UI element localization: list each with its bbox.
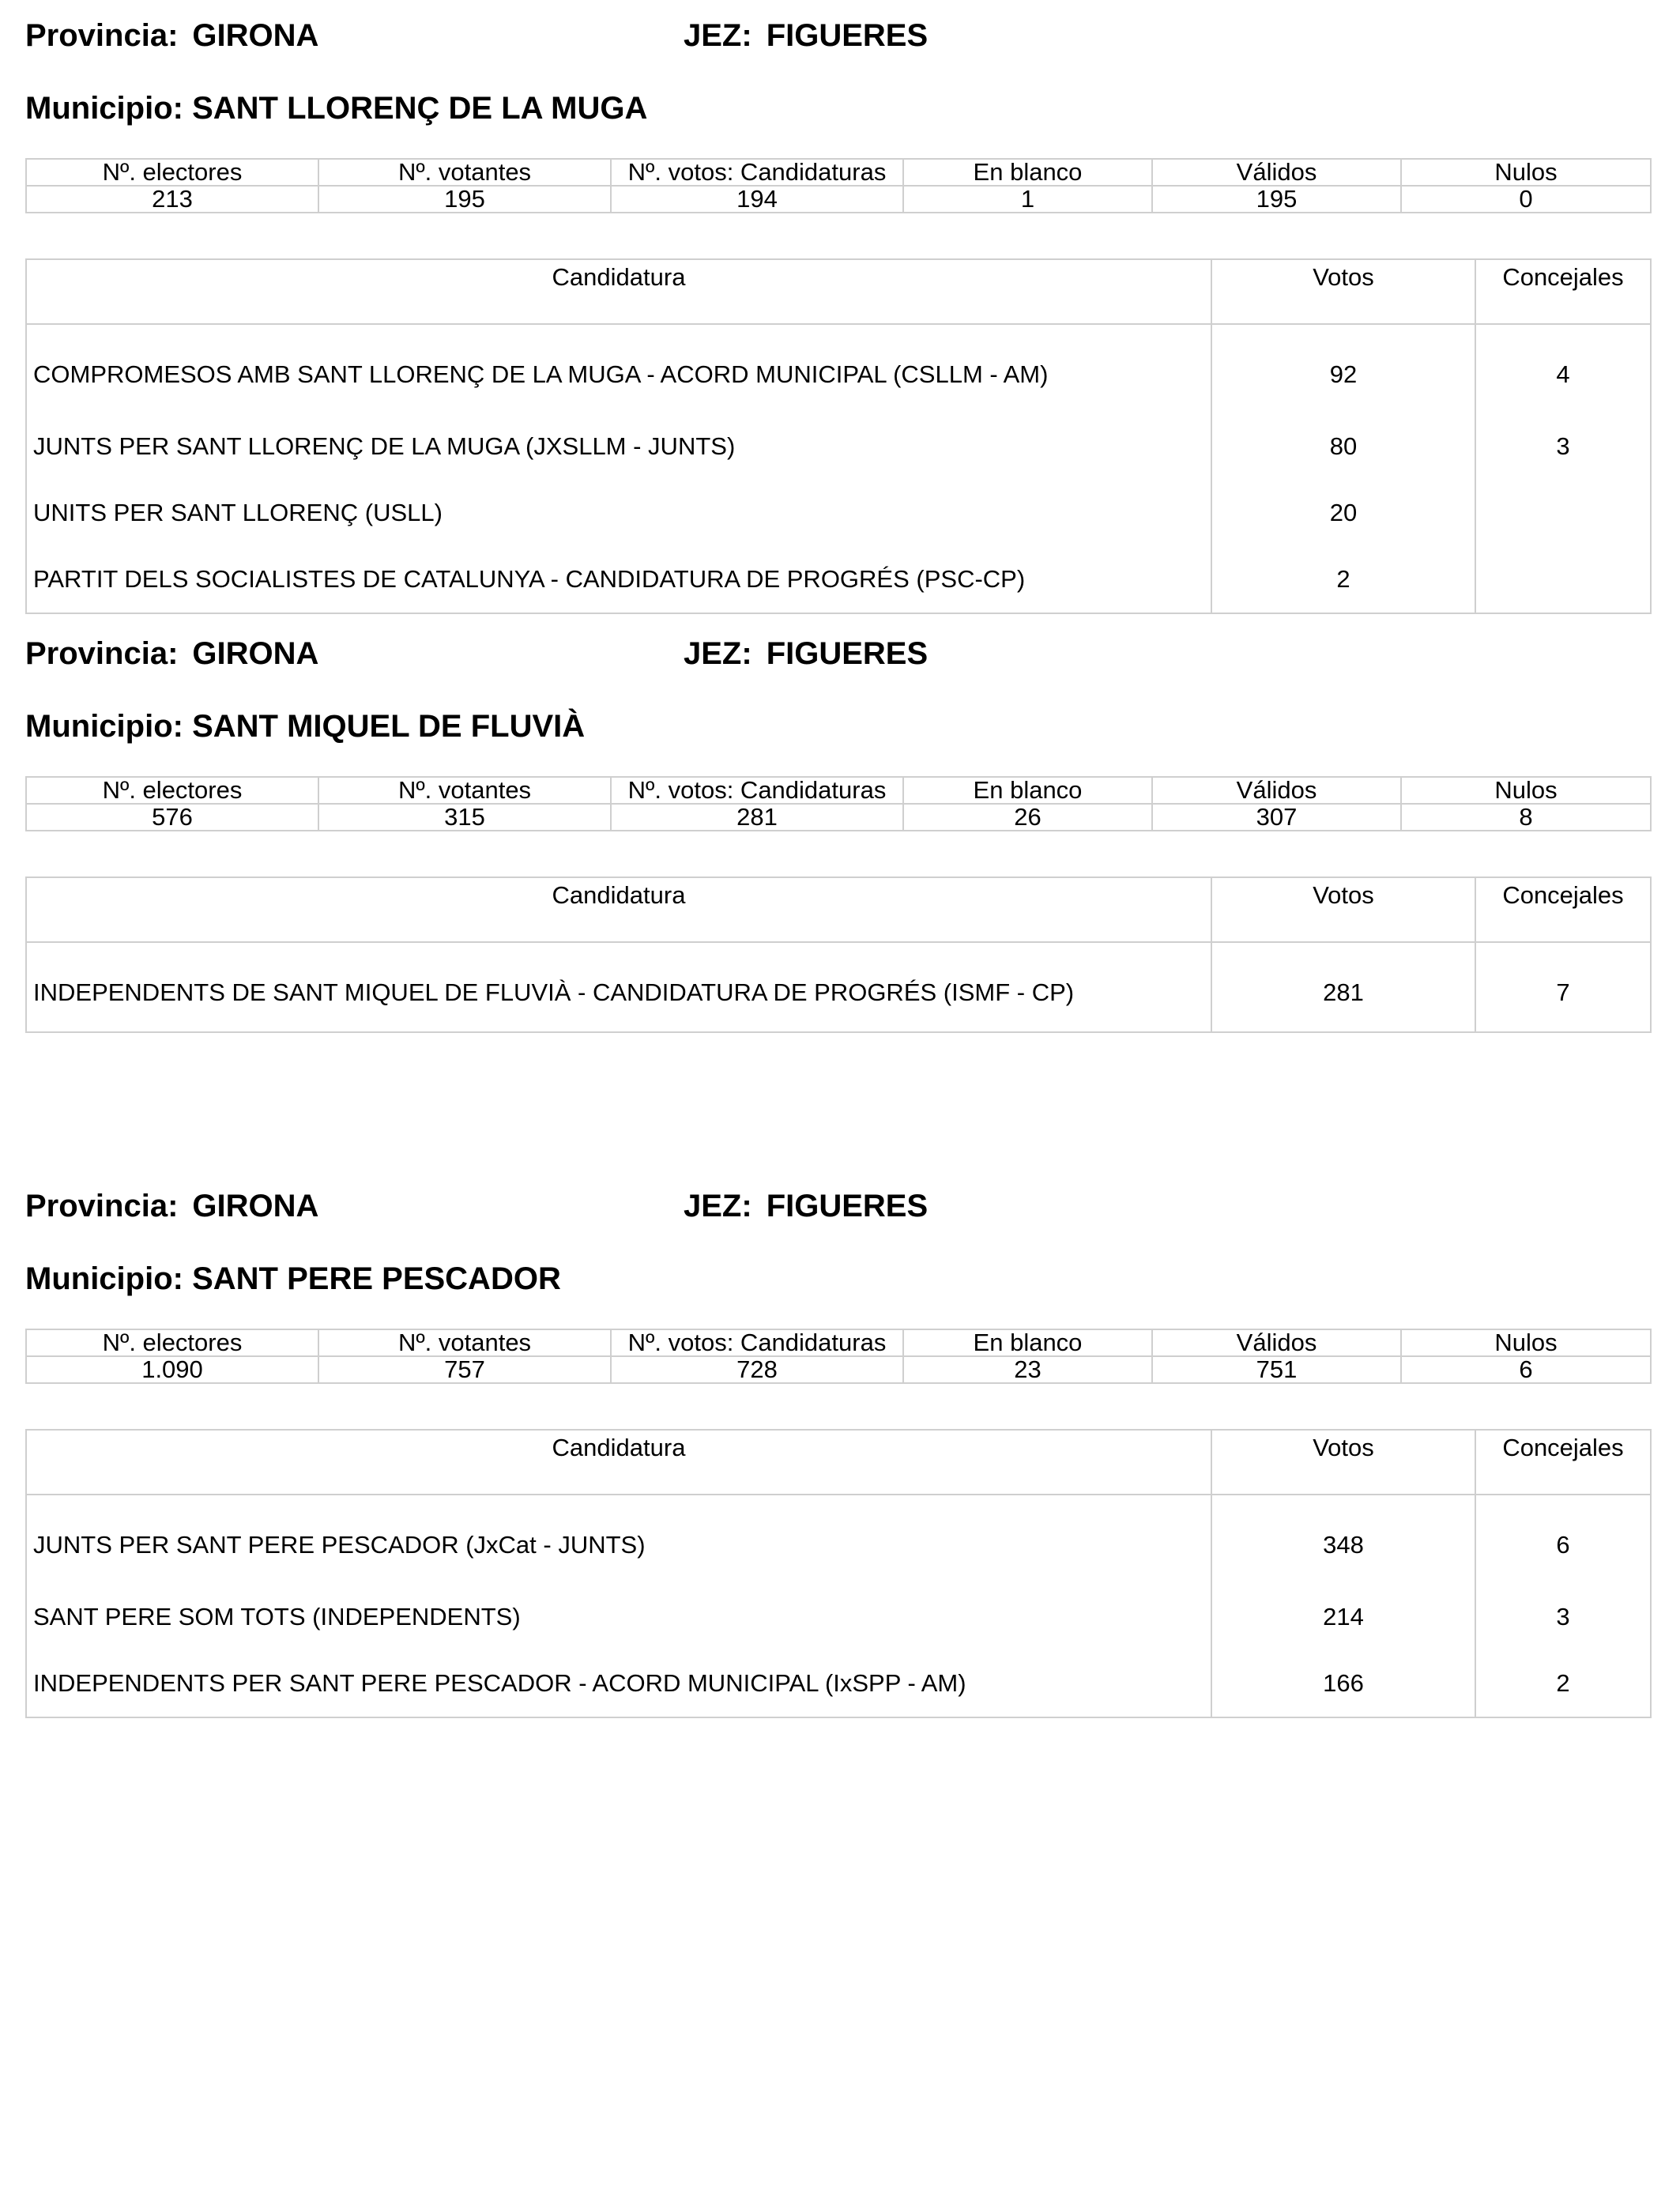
stats-nulos: 0: [1401, 186, 1651, 213]
jez-label: JEZ:: [684, 18, 752, 53]
stats-table: [25, 776, 1652, 831]
stats-validos: 307: [1152, 804, 1401, 831]
stats-en-blanco: 1: [903, 186, 1152, 213]
table-row: [26, 1584, 1651, 1650]
stats-votos-candidaturas: 728: [611, 1356, 903, 1383]
stats-header-votos-candidaturas: Nº. votos: Candidaturas: [611, 1329, 903, 1356]
stats-header-row: [26, 159, 1651, 186]
jez-label: JEZ:: [684, 1189, 752, 1223]
provincia-heading: [25, 1186, 318, 1226]
stats-value-row: [26, 804, 1651, 831]
jez-heading: [684, 634, 928, 673]
candidaturas-table: [25, 258, 1652, 614]
provincia-heading: [25, 16, 318, 55]
cand-name: JUNTS PER SANT PERE PESCADOR (JxCat - JUNTS): [26, 1495, 1211, 1584]
stats-header-electores: Nº. electores: [26, 777, 318, 804]
cand-concejales: 3: [1475, 1584, 1651, 1650]
cand-header-row: [26, 259, 1651, 324]
municipio-value: SANT MIQUEL DE FLUVIÀ: [192, 709, 586, 744]
cand-votos: 80: [1211, 413, 1475, 480]
provincia-label: Provincia:: [25, 636, 179, 671]
cand-concejales: 2: [1475, 1650, 1651, 1717]
stats-electores: 576: [26, 804, 318, 831]
table-row: [26, 480, 1651, 546]
cand-header-candidatura: Candidatura: [26, 259, 1211, 324]
table-row: [26, 413, 1651, 480]
stats-value-row: [26, 186, 1651, 213]
cand-votos: 166: [1211, 1650, 1475, 1717]
stats-votantes: 315: [318, 804, 611, 831]
stats-header-nulos: Nulos: [1401, 1329, 1651, 1356]
stats-header-nulos: Nulos: [1401, 159, 1651, 186]
stats-nulos: 8: [1401, 804, 1651, 831]
candidaturas-table: [25, 1429, 1652, 1718]
table-row: [26, 942, 1651, 1032]
stats-header-votantes: Nº. votantes: [318, 777, 611, 804]
jez-label: JEZ:: [684, 636, 752, 671]
stats-header-votos-candidaturas: Nº. votos: Candidaturas: [611, 159, 903, 186]
candidaturas-table: [25, 876, 1652, 1033]
stats-header-validos: Válidos: [1152, 159, 1401, 186]
cand-concejales: [1475, 546, 1651, 613]
stats-validos: 195: [1152, 186, 1401, 213]
stats-header-row: [26, 777, 1651, 804]
stats-header-votantes: Nº. votantes: [318, 159, 611, 186]
provincia-value: GIRONA: [192, 636, 319, 671]
table-row: [26, 1650, 1651, 1717]
cand-header-candidatura: Candidatura: [26, 1430, 1211, 1495]
cand-header-concejales: Concejales: [1475, 877, 1651, 942]
cand-header-candidatura: Candidatura: [26, 877, 1211, 942]
cand-concejales: [1475, 480, 1651, 546]
stats-votantes: 757: [318, 1356, 611, 1383]
section-header: [25, 634, 1650, 673]
stats-header-electores: Nº. electores: [26, 159, 318, 186]
stats-electores: 213: [26, 186, 318, 213]
stats-table: [25, 158, 1652, 213]
stats-header-validos: Válidos: [1152, 777, 1401, 804]
stats-header-en-blanco: En blanco: [903, 159, 1152, 186]
jez-heading: [684, 16, 928, 55]
table-row: [26, 546, 1651, 613]
cand-header-concejales: Concejales: [1475, 259, 1651, 324]
cand-votos: 281: [1211, 942, 1475, 1032]
stats-en-blanco: 23: [903, 1356, 1152, 1383]
stats-header-votantes: Nº. votantes: [318, 1329, 611, 1356]
municipio-heading: [25, 1259, 1650, 1299]
cand-votos: 2: [1211, 546, 1475, 613]
cand-name: PARTIT DELS SOCIALISTES DE CATALUNYA - CANDIDATURA DE PROGRÉS (PSC-CP): [26, 546, 1211, 613]
jez-value: FIGUERES: [766, 1189, 929, 1223]
table-row: [26, 1495, 1651, 1584]
cand-concejales: 4: [1475, 324, 1651, 413]
cand-name: UNITS PER SANT LLORENÇ (USLL): [26, 480, 1211, 546]
cand-header-votos: Votos: [1211, 259, 1475, 324]
cand-name: JUNTS PER SANT LLORENÇ DE LA MUGA (JXSLLM - JUNTS): [26, 413, 1211, 480]
stats-header-row: [26, 1329, 1651, 1356]
provincia-value: GIRONA: [192, 1189, 319, 1223]
cand-concejales: 3: [1475, 413, 1651, 480]
stats-header-votos-candidaturas: Nº. votos: Candidaturas: [611, 777, 903, 804]
stats-header-validos: Válidos: [1152, 1329, 1401, 1356]
stats-value-row: [26, 1356, 1651, 1383]
municipio-heading: [25, 89, 1650, 128]
cand-concejales: 7: [1475, 942, 1651, 1032]
stats-validos: 751: [1152, 1356, 1401, 1383]
section-header: [25, 1186, 1650, 1226]
stats-header-electores: Nº. electores: [26, 1329, 318, 1356]
cand-header-concejales: Concejales: [1475, 1430, 1651, 1495]
stats-header-nulos: Nulos: [1401, 777, 1651, 804]
stats-table: [25, 1329, 1652, 1384]
stats-en-blanco: 26: [903, 804, 1152, 831]
cand-name: INDEPENDENTS DE SANT MIQUEL DE FLUVIÀ - CANDIDATURA DE PROGRÉS (ISMF - CP): [26, 942, 1211, 1032]
provincia-label: Provincia:: [25, 1189, 179, 1223]
stats-nulos: 6: [1401, 1356, 1651, 1383]
cand-concejales: 6: [1475, 1495, 1651, 1584]
provincia-label: Provincia:: [25, 18, 179, 53]
jez-value: FIGUERES: [766, 18, 929, 53]
municipio-label: Municipio:: [25, 709, 183, 744]
municipio-value: SANT PERE PESCADOR: [192, 1261, 561, 1296]
cand-header-votos: Votos: [1211, 877, 1475, 942]
stats-electores: 1.090: [26, 1356, 318, 1383]
cand-name: INDEPENDENTS PER SANT PERE PESCADOR - ACORD MUNICIPAL (IxSPP - AM): [26, 1650, 1211, 1717]
municipio-value: SANT LLORENÇ DE LA MUGA: [192, 91, 648, 126]
stats-votos-candidaturas: 281: [611, 804, 903, 831]
cand-votos: 214: [1211, 1584, 1475, 1650]
section-header: [25, 16, 1650, 55]
provincia-heading: [25, 634, 318, 673]
provincia-value: GIRONA: [192, 18, 319, 53]
cand-name: SANT PERE SOM TOTS (INDEPENDENTS): [26, 1584, 1211, 1650]
cand-header-row: [26, 877, 1651, 942]
municipio-label: Municipio:: [25, 1261, 183, 1296]
cand-votos: 20: [1211, 480, 1475, 546]
municipio-heading: [25, 707, 1650, 746]
jez-value: FIGUERES: [766, 636, 929, 671]
table-row: [26, 324, 1651, 413]
jez-heading: [684, 1186, 928, 1226]
stats-votantes: 195: [318, 186, 611, 213]
cand-name: COMPROMESOS AMB SANT LLORENÇ DE LA MUGA - ACORD MUNICIPAL (CSLLM - AM): [26, 324, 1211, 413]
cand-votos: 92: [1211, 324, 1475, 413]
cand-header-row: [26, 1430, 1651, 1495]
stats-header-en-blanco: En blanco: [903, 1329, 1152, 1356]
cand-header-votos: Votos: [1211, 1430, 1475, 1495]
stats-header-en-blanco: En blanco: [903, 777, 1152, 804]
cand-votos: 348: [1211, 1495, 1475, 1584]
stats-votos-candidaturas: 194: [611, 186, 903, 213]
municipio-label: Municipio:: [25, 91, 183, 126]
